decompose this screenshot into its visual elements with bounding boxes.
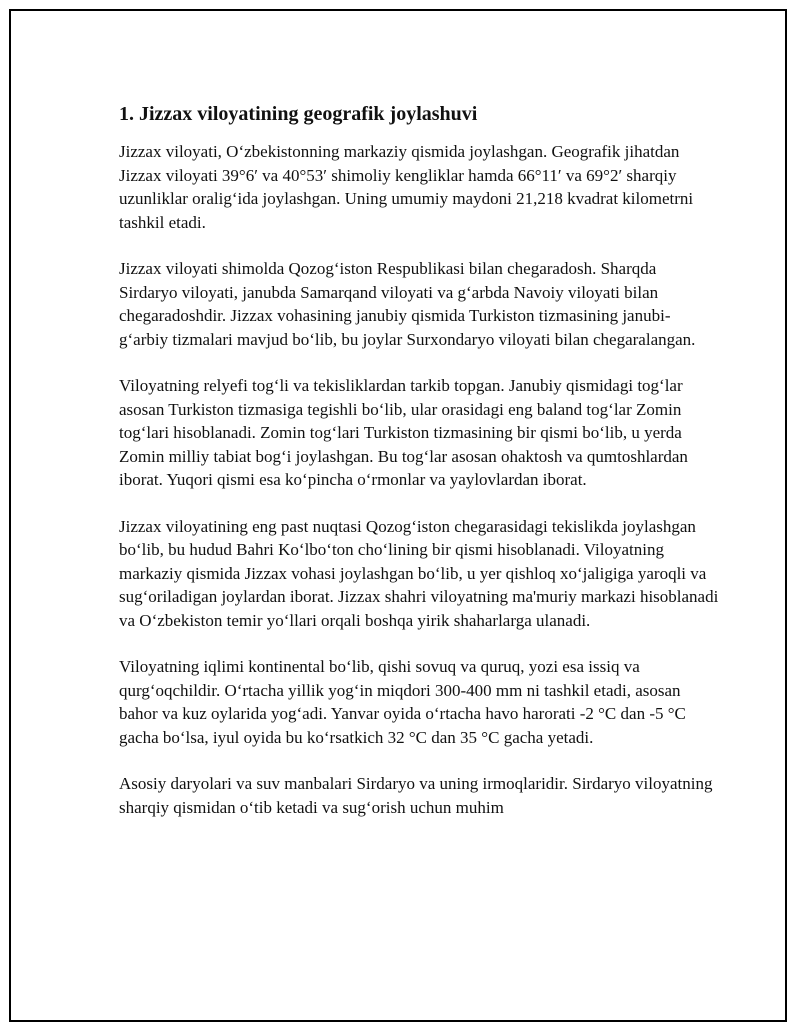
paragraph-borders: Jizzax viloyati shimolda Qozog‘iston Respublikasi bilan chegaradosh. Sharqda Sirdaryo viloyati, janubda Samarqand viloyati va g‘arbda Navoiy viloyati bilan chegaradoshdir. Jizzax vohasining janubiy qismida Turkiston tizmasining janubi-g‘arbiy tizmalari mavjud bo‘lib, bu joylar Surxondaryo viloyati bilan chegaralangan. [119, 259, 696, 349]
paragraph-location: Jizzax viloyati, O‘zbekistonning markaziy qismida joylashgan. Geografik jihatdan Jizzax viloyati 39°6′ va 40°53′ shimoliy kengliklar hamda 66°11′ va 69°2′ sharqiy uzunliklar oralig‘ida joylashgan. Uning umumiy maydoni 21,218 kvadrat kilometrni tashkil etadi. [119, 142, 694, 232]
paragraph-relief: Viloyatning relyefi tog‘li va tekisliklardan tarkib topgan. Janubiy qismidagi tog‘lar asosan Turkiston tizmasiga tegishli bo‘lib, ular orasidagi eng baland tog‘lar Zomin tog‘lari hisoblanadi. Zomin tog‘lari Turkiston tizmasining bir qismi bo‘lib, u yerda Zomin milliy tabiat bog‘i joylashgan. Bu tog‘lar asosan ohaktosh va qumtoshlardan iborat. Yuqori qismi esa ko‘pincha o‘rmonlar va yaylovlardan iborat. [119, 376, 688, 489]
paragraph-rivers: Asosiy daryolari va suv manbalari Sirdaryo va uning irmoqlaridir. Sirdaryo viloyatning sharqiy qismidan o‘tib ketadi va sug‘orish uchun muhim [119, 774, 713, 817]
section-heading: 1. Jizzax viloyatining geografik joylashuvi [119, 103, 478, 125]
document-page [9, 9, 787, 1022]
document-body [119, 102, 719, 842]
paragraph-lowlands: Jizzax viloyatining eng past nuqtasi Qozog‘iston chegarasidagi tekislikda joylashgan bo‘lib, bu hudud Bahri Ko‘lbo‘ton cho‘lining bir qismi hisoblanadi. Viloyatning markaziy qismida Jizzax vohasi joylashgan bo‘lib, u yer qishloq xo‘jaligiga yaroqli va sug‘oriladigan joylardan iborat. Jizzax shahri viloyatning ma'muriy markazi hisoblanadi va O‘zbekiston temir yo‘llari orqali boshqa yirik shaharlarga ulanadi. [119, 516, 719, 630]
paragraph-climate: Viloyatning iqlimi kontinental bo‘lib, qishi sovuq va quruq, yozi esa issiq va qurg‘oqchildir. O‘rtacha yillik yog‘in miqdori 300-400 mm ni tashkil etadi, asosan bahor va kuz oylarida yog‘adi. Yanvar oyida o‘rtacha havo harorati -2 °C dan -5 °C gacha bo‘lsa, iyul oyida bu ko‘rsatkich 32 °C dan 35 °C gacha yetadi. [119, 657, 686, 747]
